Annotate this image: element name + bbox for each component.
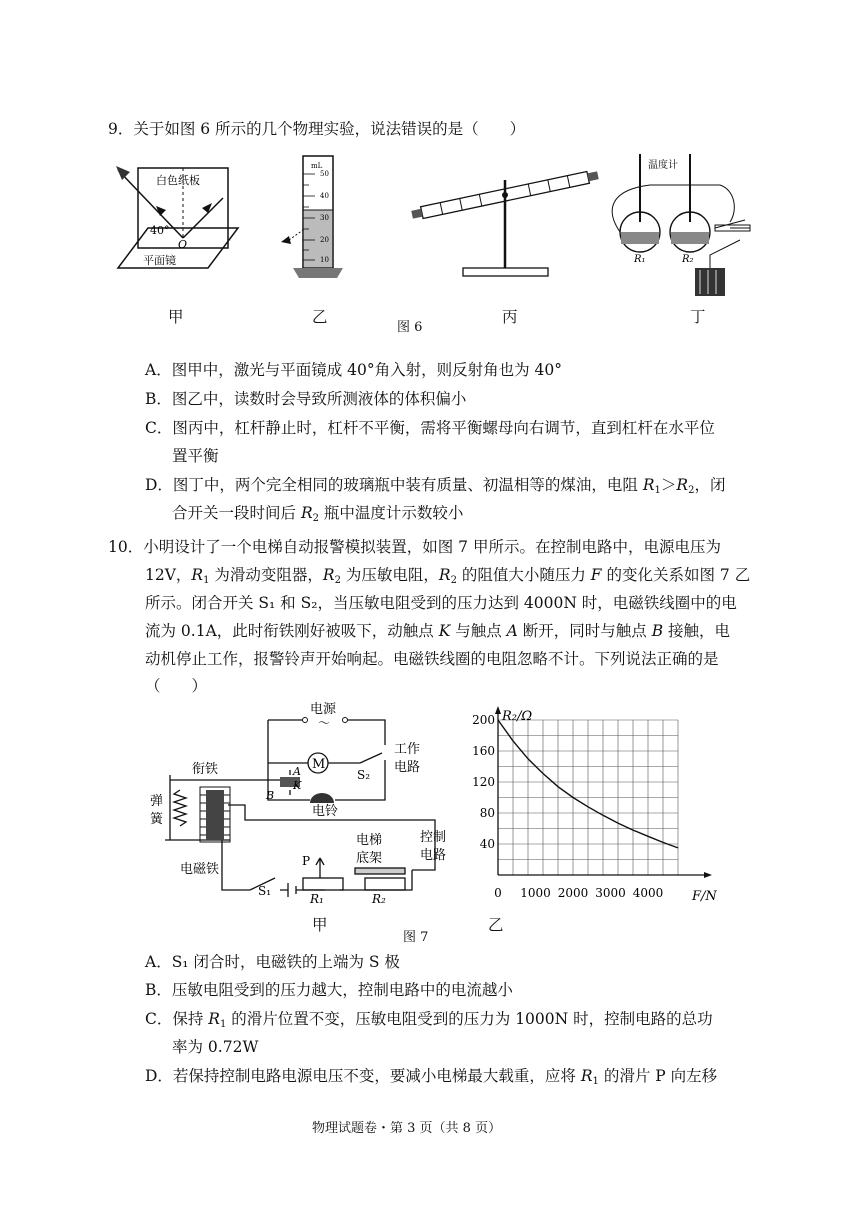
q10-line5: 动机停止工作，报警铃声开始响起。电磁铁线圈的电阻忽略不计。下列说法正确的是 xyxy=(145,650,719,668)
fig7-caption: 图 7 xyxy=(403,930,429,945)
fig7-r1: R₁ xyxy=(310,892,324,906)
fig6-label-yi: 乙 xyxy=(312,308,328,326)
q10-l4-k: K xyxy=(438,622,451,640)
x-tick-label: 2000 xyxy=(557,886,589,900)
fig6-cyl-tick-50: 50 xyxy=(320,170,329,178)
q9-d2-text1: 合开关一段时间后 xyxy=(172,504,301,522)
q10-l4-b: B xyxy=(651,622,664,640)
y-tick-label: 160 xyxy=(472,744,495,758)
fig6-bing-lever xyxy=(405,160,605,280)
fig6-r2-label: R₂ xyxy=(682,254,694,265)
fig7-s1: S₁ xyxy=(258,884,272,898)
fig6-angle-label: 40° xyxy=(150,224,170,237)
q10-l4-a2: A xyxy=(506,622,518,640)
q10-l4-g: 接触，电 xyxy=(663,622,731,640)
fig6-cyl-tick-30: 30 xyxy=(320,214,329,222)
fig7-work2: 电路 xyxy=(394,760,421,775)
y-tick-label: 80 xyxy=(479,806,495,820)
q10-l2-a: 12V， xyxy=(145,566,192,584)
q10-option-c-line2: 率为 0.72W xyxy=(172,1038,259,1056)
fig7-contact-a: A xyxy=(293,765,301,778)
fig7-contact-k: K xyxy=(293,779,302,792)
fig7-spring1: 弹 xyxy=(150,794,164,809)
fig6-board-label: 白色纸板 xyxy=(156,174,200,187)
fig7-r2: R₂ xyxy=(372,892,386,906)
fig6-caption: 图 6 xyxy=(397,320,423,335)
fig7-s2: S₂ xyxy=(357,768,371,782)
q10-d-r1: R xyxy=(580,1067,593,1085)
fig7-magnet: 电磁铁 xyxy=(180,862,220,877)
q10-l2-f: F xyxy=(590,566,602,584)
fig7-motor: M xyxy=(312,757,326,772)
q10-option-d: D．若保持控制电路电源电压不变，要减小电梯最大载重，应将 $R_1$ 的滑片 P 向左移 xyxy=(145,1067,718,1087)
q9-option-d-line1: D．图丁中，两个完全相同的玻璃瓶中装有质量、初温相等的煤油，电阻 $R_1>R_2$，闭 xyxy=(145,476,726,496)
q10-option-b: B．压敏电阻受到的压力越大，控制电路中的电流越小 xyxy=(145,981,513,999)
q10-l2-i: 的变化关系如图 7 乙 xyxy=(601,566,751,584)
fig6-label-jia: 甲 xyxy=(168,308,184,326)
q9-option-a: A．图甲中，激光与平面镜成 40°角入射，则反射角也为 40° xyxy=(145,361,562,379)
q10-l2-r2b: R xyxy=(438,566,451,584)
fig7-elev2: 底架 xyxy=(356,851,383,866)
x-tick-label: 3000 xyxy=(595,886,626,900)
fig6-cyl-tick-20: 20 xyxy=(320,236,329,244)
q10-l4-e: 断开，同时与触点 xyxy=(517,622,652,640)
fig7-ctrl1: 控制 xyxy=(420,830,447,845)
q10-l2-e: 为压敏电阻， xyxy=(340,566,439,584)
q10-line2: 12V，$R_1$ 为滑动变阻器，$R_2$ 为压敏电阻，$R_2$ 的阻值大小随压力 F 的变化关系如图 7 乙 xyxy=(145,566,751,586)
q10-option-c-line1: C．保持 $R_1$ 的滑片位置不变，压敏电阻受到的压力为 1000N 时，控制电路的总功 xyxy=(145,1010,713,1030)
fig6-jia-reflection xyxy=(108,158,258,278)
fig7-ctrl2: 电路 xyxy=(420,848,447,863)
q9-d-gt: ＞ xyxy=(660,476,677,494)
q9-d2-text2: 瓶中温度计示数较小 xyxy=(318,504,464,522)
fig7-work1: 工作 xyxy=(394,742,421,757)
x-tick-label: 4000 xyxy=(632,886,664,900)
q9-d-text1: D．图丁中，两个完全相同的玻璃瓶中装有质量、初温相等的煤油，电阻 xyxy=(145,476,643,494)
q10-l2-g: 的阻值大小随压力 xyxy=(456,566,591,584)
q10-option-a: A．S₁ 闭合时，电磁铁的上端为 S 极 xyxy=(145,953,400,971)
y-tick-label: 40 xyxy=(479,837,495,851)
q10-l2-r1: R xyxy=(191,566,204,584)
q10-c-post: 的滑片位置不变，压敏电阻受到的压力为 1000N 时，控制电路的总功 xyxy=(226,1010,713,1028)
fig6-r1-label: R₁ xyxy=(634,254,646,265)
fig6-cyl-unit: mL xyxy=(311,162,323,170)
q9-d-r2: R xyxy=(676,476,689,494)
fig7-elev1: 电梯 xyxy=(356,833,383,848)
fig7-power-label: 电源 xyxy=(310,702,337,717)
q10-d-pre: D．若保持控制电路电源电压不变，要减小电梯最大载重，应将 xyxy=(145,1067,581,1085)
fig7-armature: 衔铁 xyxy=(192,762,219,777)
q9-option-d-line2: 合开关一段时间后 $R_2$ 瓶中温度计示数较小 xyxy=(172,504,464,524)
y-tick-label: 200 xyxy=(472,713,495,727)
fig7-contact-b: B xyxy=(266,789,275,802)
fig7-yi-chart xyxy=(460,700,730,915)
fig6-cyl-tick-40: 40 xyxy=(320,192,329,200)
fig7-ac-symbol: ～ xyxy=(318,716,331,730)
fig6-ding-heating xyxy=(610,150,755,300)
q9-d-r1: R xyxy=(642,476,655,494)
q9-option-c-line1: C．图丙中，杠杆静止时，杠杆不平衡，需将平衡螺母向右调节，直到杠杆在水平位 xyxy=(145,419,715,437)
x-tick-label: 0 xyxy=(494,886,502,900)
fig6-mirror-label: 平面镜 xyxy=(143,254,176,267)
q9-d2-r: R xyxy=(300,504,313,522)
q10-line6: （ ） xyxy=(145,677,208,695)
q10-line4 xyxy=(145,621,730,641)
fig7-label-yi: 乙 xyxy=(488,916,504,934)
q10-line1: 10．小明设计了一个电梯自动报警模拟装置，如图 7 甲所示。在控制电路中，电源电压为 xyxy=(108,538,721,556)
y-tick-label: 120 xyxy=(472,775,495,789)
q9-d-text2: ，闭 xyxy=(694,476,726,494)
page-footer: 物理试题卷・第 3 页（共 8 页） xyxy=(312,1121,502,1136)
fig7-bell: 电铃 xyxy=(312,804,339,819)
fig7-spring2: 簧 xyxy=(150,812,164,827)
fig6-thermo-label: 温度计 xyxy=(648,160,678,171)
chart-xlabel: F/N xyxy=(692,889,717,904)
q10-c-pre: C．保持 xyxy=(145,1010,209,1028)
fig6-label-bing: 丙 xyxy=(502,308,518,326)
q10-l2-c: 为滑动变阻器， xyxy=(209,566,323,584)
fig6-yi-cylinder xyxy=(275,150,365,285)
fig6-o-label: O xyxy=(178,238,188,251)
x-axis-arrow xyxy=(704,872,712,878)
y-axis-arrow xyxy=(495,706,501,714)
q10-c-r1: R xyxy=(208,1010,220,1028)
fig7-label-jia: 甲 xyxy=(312,916,328,934)
chart-ylabel: R₂/Ω xyxy=(502,709,533,724)
q10-l4-a: 流为 0.1A，此时衔铁刚好被吸下，动触点 xyxy=(145,622,439,640)
q9-option-c-line2: 置平衡 xyxy=(172,447,219,465)
eye-icon xyxy=(281,230,303,244)
fig6-label-ding: 丁 xyxy=(690,308,706,326)
q10-l4-c: 与触点 xyxy=(450,622,507,640)
q9-option-b: B．图乙中，读数时会导致所测液体的体积偏小 xyxy=(145,390,467,408)
fig6-cyl-tick-10: 10 xyxy=(320,256,329,264)
fig7-jia-circuit xyxy=(150,695,470,910)
q10-line3: 所示。闭合开关 S₁ 和 S₂，当压敏电阻受到的压力达到 4000N 时，电磁铁线圈中的电 xyxy=(145,594,737,612)
q9-stem: 9．关于如图 6 所示的几个物理实验，说法错误的是（ ） xyxy=(108,120,526,138)
fig7-p: P xyxy=(302,854,311,868)
q10-l2-r2: R xyxy=(322,566,335,584)
x-tick-label: 1000 xyxy=(520,886,551,900)
q10-d-post: 的滑片 P 向左移 xyxy=(598,1067,718,1085)
